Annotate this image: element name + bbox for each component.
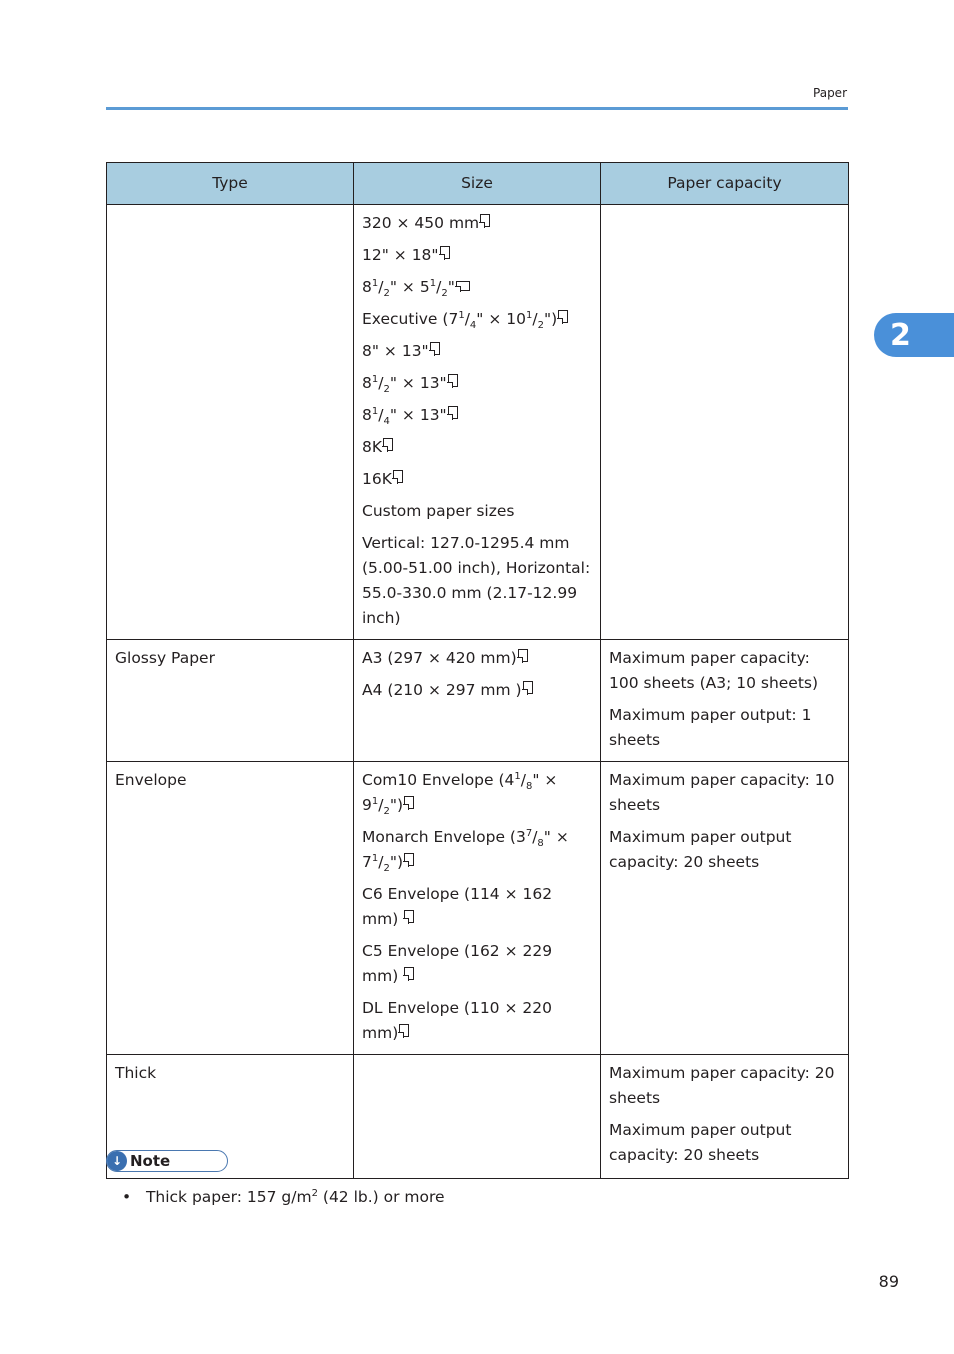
- capacity-cell: [601, 205, 849, 640]
- size-text: "): [389, 796, 404, 814]
- size-text: A3 (297 × 420 mm): [362, 649, 517, 667]
- column-header-capacity: Paper capacity: [601, 163, 849, 205]
- fraction-den: 2: [383, 863, 390, 875]
- size-cell: [354, 205, 601, 640]
- size-text: " × 9: [362, 771, 558, 814]
- column-header-type: Type: [107, 163, 354, 205]
- bullet: •: [122, 1188, 132, 1206]
- column-header-size: Size: [354, 163, 601, 205]
- fraction-den: 8: [537, 838, 544, 850]
- size-line: [362, 939, 592, 989]
- table-row: [107, 205, 849, 640]
- fraction-num: 1: [371, 405, 379, 417]
- size-line: Executive ($7^1/_4$" × $10^1/_2$"): [362, 307, 592, 332]
- paper-table: [106, 162, 849, 1179]
- portrait-feed-icon: [393, 470, 403, 483]
- header-rule: [106, 107, 848, 110]
- size-text: Monarch Envelope (3: [362, 828, 526, 846]
- size-line: [362, 678, 592, 703]
- output-text: Maximum paper output capacity: 20 sheets: [609, 1121, 792, 1164]
- size-text: C5 Envelope (162 × 229 mm): [362, 942, 553, 985]
- fraction-num: 7: [525, 827, 533, 839]
- page-number: 89: [878, 1272, 899, 1291]
- fraction-num: 1: [371, 795, 379, 807]
- size-line: [362, 211, 592, 236]
- portrait-feed-icon: [430, 342, 440, 355]
- size-text: 320 × 450 mm: [362, 214, 480, 232]
- size-cell: [354, 1055, 601, 1179]
- size-text: 8: [362, 278, 372, 296]
- size-text: 8: [362, 374, 372, 392]
- size-line: Vertical: 127.0-1295.4 mm (5.00-51.00 inch), Horizontal: 55.0-330.0 mm (2.17-12.99 inch): [362, 534, 591, 627]
- size-text: " × 13": [389, 406, 447, 424]
- size-line: Monarch Envelope ($3^7/_8$" × $7^1/_2$"): [362, 827, 569, 875]
- portrait-feed-icon: [404, 853, 414, 866]
- capacity-cell: [601, 1055, 849, 1179]
- fraction-num: 1: [526, 309, 533, 321]
- output-text: Maximum paper output capacity: 20 sheets: [609, 828, 792, 871]
- portrait-feed-icon: [404, 967, 414, 980]
- size-text: 16K: [362, 470, 392, 488]
- portrait-feed-icon: [448, 374, 458, 387]
- size-cell: [354, 640, 601, 762]
- fraction-den: 8: [526, 781, 533, 793]
- table-row: [107, 762, 849, 1055]
- size-text: C6 Envelope (114 × 162 mm): [362, 885, 553, 928]
- portrait-feed-icon: [404, 796, 414, 809]
- capacity-cell: [601, 640, 849, 762]
- portrait-feed-icon: [440, 246, 450, 259]
- note-badge: [106, 1150, 228, 1172]
- size-text: DL Envelope (110 × 220 mm): [362, 999, 552, 1042]
- size-line: Custom paper sizes: [362, 502, 515, 520]
- size-line: $8^1/_4$" × 13": [362, 403, 592, 428]
- fraction-num: 1: [429, 277, 437, 289]
- size-line: [362, 882, 592, 932]
- note-text: Thick paper: 157 g/m: [145, 1188, 312, 1206]
- size-line: [362, 435, 592, 460]
- size-text: 12" × 18": [362, 246, 439, 264]
- size-line: [362, 646, 592, 671]
- size-text: Com10 Envelope (4: [362, 771, 515, 789]
- portrait-feed-icon: [480, 214, 490, 227]
- portrait-feed-icon: [518, 649, 528, 662]
- size-text: "): [389, 853, 404, 871]
- type-cell: [107, 205, 354, 640]
- size-text: 8K: [362, 438, 383, 456]
- note-text: (42 lb.) or more: [317, 1188, 445, 1206]
- fraction-num: 1: [514, 770, 521, 782]
- fraction-num: 1: [371, 277, 379, 289]
- size-text: " × 7: [362, 828, 569, 871]
- output-text: Maximum paper output: 1 sheets: [609, 706, 812, 749]
- size-line: [362, 339, 592, 364]
- size-text: 8: [362, 406, 372, 424]
- note-superscript: 2: [311, 1187, 318, 1199]
- type-cell: Thick: [107, 1055, 354, 1179]
- note-label: Note: [130, 1152, 171, 1170]
- size-line: Com10 Envelope ($4^1/_8$" × $9^1/_2$"): [362, 770, 558, 818]
- fraction-den: 2: [383, 384, 390, 396]
- section-title: Paper: [813, 86, 847, 100]
- portrait-feed-icon: [558, 310, 568, 323]
- size-text: Executive (7: [362, 310, 459, 328]
- capacity-text: Maximum paper capacity: 100 sheets (A3; 10 sheets): [609, 649, 819, 692]
- fraction-den: 2: [383, 288, 390, 300]
- table-header-row: [107, 163, 849, 205]
- size-line: [362, 467, 592, 492]
- portrait-feed-icon: [523, 681, 533, 694]
- type-cell: Glossy Paper: [107, 640, 354, 762]
- portrait-feed-icon: [383, 438, 393, 451]
- size-text: "): [543, 310, 558, 328]
- size-text: " × 10: [476, 310, 526, 328]
- note-item: [122, 1185, 445, 1209]
- size-cell: [354, 762, 601, 1055]
- landscape-feed-icon: [456, 281, 470, 291]
- size-line: [362, 996, 592, 1046]
- capacity-text: Maximum paper capacity: 20 sheets: [609, 1064, 835, 1107]
- fraction-num: 1: [458, 309, 465, 321]
- size-text: " × 5: [389, 278, 430, 296]
- fraction-den: 4: [383, 416, 390, 428]
- portrait-feed-icon: [404, 910, 414, 923]
- size-text: 8" × 13": [362, 342, 429, 360]
- size-line: [362, 243, 592, 268]
- fraction-den: 2: [441, 288, 448, 300]
- fraction-den: 2: [537, 320, 544, 332]
- fraction-den: 2: [383, 806, 390, 818]
- size-line: $8^1/_2$" × 13": [362, 371, 592, 396]
- fraction-num: 1: [371, 373, 379, 385]
- type-cell: Envelope: [107, 762, 354, 1055]
- size-line: $8^1/_2$" × $5^1/_2$": [362, 275, 592, 300]
- chapter-tab[interactable]: 2: [874, 313, 954, 357]
- size-text: A4 (210 × 297 mm ): [362, 681, 522, 699]
- capacity-text: Maximum paper capacity: 10 sheets: [609, 771, 835, 814]
- table-row: [107, 640, 849, 762]
- capacity-cell: [601, 762, 849, 1055]
- note-down-arrow-icon: ↓: [107, 1151, 127, 1171]
- size-text: " × 13": [389, 374, 447, 392]
- fraction-den: 4: [469, 320, 477, 332]
- portrait-feed-icon: [448, 406, 458, 419]
- portrait-feed-icon: [399, 1024, 409, 1037]
- fraction-num: 1: [371, 852, 379, 864]
- size-text: ": [447, 278, 455, 296]
